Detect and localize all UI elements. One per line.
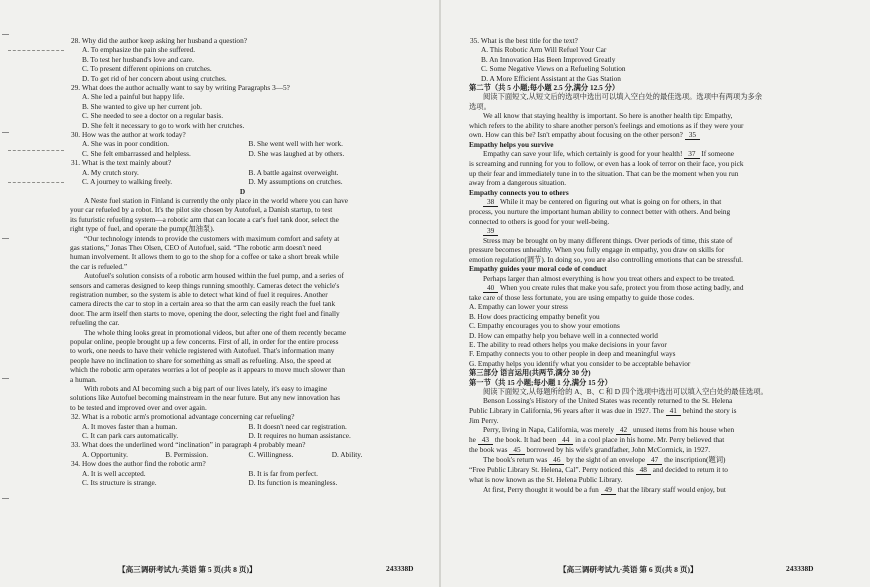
option: B. An Innovation Has Been Improved Greatly [481,54,616,64]
option-row [70,478,415,487]
text-run: the inscription(题词) [662,455,726,465]
text-line: Jim Perry. [469,415,499,425]
paragraph-start: “Our technology intends to provide the customers with maximum comfort and safety at [84,233,340,243]
question: 29. What does the author actually want to say by writing Paragraphs 3—5? [71,83,290,93]
paragraph-start: Benson Lossing's History of the United States was recently returned to the St. Helena [483,396,733,406]
option: F. Empathy connects you to other people in deep and meaningful ways [469,349,676,359]
option: G. Empathy helps you identify what you consider to be acceptable behavior [469,358,691,368]
text-run: Public Library in California, 96 years after it was due in 1927. The [469,405,666,415]
text-line-with-blank [469,149,853,159]
page-5-footer: 【高三调研考试九·英语 第 5 页(共 8 页)】 [118,565,257,574]
option: C. Empathy encourages you to show your emotions [469,321,620,331]
option: D. She was laughed at by others. [248,148,345,158]
page-fold [439,0,441,587]
page-6-code: 243338D [786,564,814,573]
option: E. The ability to read others helps you make decisions in your favor [469,339,667,349]
text-line-with-blank [469,283,853,293]
paragraph-start: Autofuel's solution consists of a robotic arm housed within the fuel pump, and a series of [84,271,344,281]
option: D. Ability. [331,449,363,459]
text-line-with-blank [469,455,853,465]
text-line-with-blank [469,425,853,435]
text-line: emotion regulation(调节). In doing so, you are also controlling emotions that can be stressful. [469,254,743,264]
option: C. She felt embarrassed and helpless. [82,148,191,158]
text-line: people have no inclination to share for something as small as refueling. Also, the speed at [70,355,332,365]
text-line: popular online, people brought up a few concerns. First of all, in order for the entire process [70,337,339,346]
text-line: right type of fuel, and operate the pump(加油泵). [70,224,215,234]
text-run: When you create rules that make you safe, protect you from those acting badly, and [498,282,744,292]
subheading: Empathy helps you survive [469,140,554,150]
option: A. It moves faster than a human. [82,421,178,431]
option: A. She was in poor condition. [82,139,169,149]
margin-tick [2,498,9,499]
text-line: what is now known as the St. Helena Public Library. [469,475,623,485]
option-row [70,422,415,431]
text-line: which the robotic arm operates worries a lot of people as it appears to move much slower than [70,365,345,375]
answer-blank: 44 [558,436,573,445]
text-line: away from a dangerous situation. [469,178,567,188]
answer-blank: 43 [478,436,493,445]
question: 34. How does the author find the robotic arm? [71,459,206,469]
option-row [70,431,415,440]
text-run: borrowed by his wife's grandfather, John McCormick, in 1927. [524,445,711,455]
text-run: While it may be centered on figuring out what is going on for others, in that [498,197,722,207]
option: A. Opportunity. [82,449,128,459]
subheading: Empathy guides your moral code of conduct [469,264,607,274]
answer-blank: 47 [647,456,662,465]
text-run: The book's return was [483,455,550,465]
option: B. It is far from perfect. [248,468,318,478]
paragraph-start: 阅读下面短文,从每题所给的 A、B、C 和 D 四个选项中选出可以填入空白处的最佳选项。 [483,387,768,396]
text-run: that the library staff would enjoy, but [615,484,726,494]
option: D. It requires no human assistance. [248,431,351,441]
text-run: the book was [469,445,510,455]
option: C. Willingness. [248,449,294,459]
option: C. To present different opinions on crutches. [82,64,212,74]
text-line: door. The arm itself then starts to move, opening the door, selecting the right fuel and finally [70,308,340,318]
text-line-with-blank [469,465,853,475]
text-run: At first, Perry thought it would be a fun [483,484,601,494]
text-run: and decided to return it to [650,465,728,475]
text-run: “Free Public Library St. Helena, Cal”. Perry noticed this [469,465,636,475]
section-heading: 第二节（共 5 小题;每小题 2.5 分,满分 12.5 分） [469,83,620,93]
page-6 [442,0,870,587]
answer-blank: 42 [616,426,631,435]
answer-blank: 35 [685,131,700,140]
paragraph-start: We all know that staying healthy is important. So here is another health tip: Empathy, [483,111,733,121]
section-heading: 第一节（共 15 小题;每小题 1 分,满分 15 分） [469,377,612,387]
text-line: take care of those less fortunate, you are using empathy to guide those codes. [469,292,695,302]
option: C. A journey to walking freely. [82,177,173,187]
text-run: Perry, living in Napa, California, was merely [483,425,616,435]
text-line: solutions like Autofuel becoming mainstream in the near future. But any new innovation has [70,393,340,403]
text-line-with-blank [469,445,853,455]
text-line: human involvement. It allows them to go to the shop for a coffee or take a short break while [70,252,339,262]
option-row [70,149,415,158]
cut-line [8,50,64,51]
paragraph-start: 阅读下面短文,从短文后的选项中选出可以填入空白处的最佳选项。选项中有两项为多余 [483,92,763,102]
answer-blank: 39 [483,227,498,236]
text-run: Empathy can save your life, which certainly is good for your health! [483,149,685,159]
text-line: to work, one needs to have their vehicle registered with Autofuel. That's information many [70,346,335,356]
margin-tick [2,378,9,379]
text-line: sensors and cameras designed to keep things running smoothly. Cameras detect the vehicle's [70,280,340,290]
option: D. How can empathy help you behave well in a connected world [469,330,658,340]
text-line: a human. [70,374,97,384]
margin-tick [2,34,9,35]
paragraph-start: Perhaps larger than almost everything is how you treat others and expect to be treated. [483,273,735,283]
option: C. Its structure is strange. [82,478,157,488]
text-line: to be tested and improved over and over again. [70,402,207,412]
option-row [70,177,415,186]
option-row [70,469,415,478]
option: B. To test her husband's love and care. [82,54,194,64]
option: A. It is well accepted. [82,468,146,478]
subheading: Empathy connects you to others [469,187,569,197]
option-row [70,139,415,148]
text-line: pressure becomes unhealthy. When you fully engage in empathy, you draw on skills for [469,245,725,255]
page-6-content [469,36,853,495]
text-line: up their fear and immediately tune in to the situation. That can be the moment when you run [469,168,739,178]
answer-blank: 49 [601,486,616,495]
text-run: in a cool place in his home. Mr. Perry believed that [573,435,725,445]
option: D. A More Efficient Assistant at the Gas Station [481,73,621,83]
option: B. How does practicing empathy benefit you [469,311,600,321]
option: C. She needed to see a doctor on a regular basis. [82,111,224,121]
option: A. To emphasize the pain she suffered. [82,45,196,55]
text-run: by the sight of an envelope [564,455,647,465]
text-line: refueling the car. [70,318,120,328]
option: D. Its function is meaningless. [248,478,338,488]
text-line-with-blank [469,130,853,140]
text-line-with-blank [469,435,853,445]
text-line: process, you nurture the important human ability to connect better with others. And being [469,207,731,217]
text-line: is screaming and running for you to follow, or even has a look of terror on their face, you pick [469,159,744,169]
question: 35. What is the best title for the text? [470,36,578,45]
page-6-footer: 【高三调研考试九·英语 第 6 页(共 8 页)】 [559,565,698,574]
option: D. My assumptions on crutches. [248,177,343,187]
text-run: If someone [699,149,734,159]
option: A. My crutch story. [82,167,139,177]
option: B. It doesn't need car registration. [248,421,347,431]
option: B. Permission. [165,449,209,459]
question: 28. Why did the author keep asking her husband a question? [71,36,247,45]
text-line-with-blank [469,406,853,416]
option: A. This Robotic Arm Will Refuel Your Car [481,45,607,55]
answer-blank: 46 [549,456,564,465]
text-line: the car is refueled.” [70,261,128,271]
text-run: own. How can this be? Isn't empathy about focusing on the other person? [469,130,685,140]
option: C. Some Negative Views on a Refueling Solution [481,64,626,74]
answer-blank: 38 [483,198,498,207]
text-line: gas stations,” Jonas Theı Olsen, CEO of Autofuel, said. “The robotic arm doesn't need [70,242,322,252]
option: C. It can park cars automatically. [82,431,179,441]
option: B. She wanted to give up her current job. [82,101,202,111]
text-line: camera directs the car to stop in a certain area so that the arm can easily reach the fuel tank [70,299,336,309]
question: 33. What does the underlined word “inclination” in paragraph 4 probably mean? [71,440,306,450]
passage-label: D [239,186,246,196]
text-run: the book. It had been [493,435,559,445]
text-run: he [469,435,478,445]
text-line: registration number, so the system is able to detect what kind of fuel it requires. Another [70,289,328,299]
text-line-with-blank [469,226,853,236]
text-line: connected to others is good for your well-being. [469,216,610,226]
option: B. A battle against overweight. [248,167,339,177]
option-row [70,168,415,177]
cut-line [8,182,64,183]
question: 32. What is a robotic arm's promotional advantage concerning car refueling? [71,412,295,422]
text-line-with-blank [469,485,853,495]
option: D. To get rid of her concern about using crutches. [82,73,227,83]
text-run: unused items from his house when [631,425,735,435]
paragraph-start: With robots and AI becoming such a big part of our lives lately, it's easy to imagine [84,384,328,394]
paragraph-start: A Neste fuel station in Finland is currently the only place in the world where you can have [84,195,349,205]
text-line: your car refueled by a robot. It's the pilot site chosen by Autofuel, a Danish startup, to test [70,205,333,215]
option-row [70,450,415,459]
option: A. She led a painful but happy life. [82,92,185,102]
option: D. She felt it necessary to go to work with her crutches. [82,120,245,130]
text-line: which refers to the ability to share another person's feelings and emotions as if they were your [469,120,744,130]
page-5-code: 243338D [386,564,414,573]
margin-tick [2,132,9,133]
text-line-with-blank [469,197,853,207]
answer-blank: 37 [684,150,699,159]
page-5-content [70,36,415,488]
answer-blank: 40 [483,284,498,293]
answer-blank: 48 [636,466,651,475]
text-run: behind the story is [680,405,737,415]
question: 31. What is the text mainly about? [71,158,172,168]
text-line: 选项。 [469,101,491,111]
text-line: its futuristic refueling system—a robotic arm that can locate a car's fuel tank door, select the [70,214,339,224]
paragraph-start: The whole thing looks great in promotional videos, but after one of them recently became [84,327,347,337]
answer-blank: 41 [666,407,681,416]
cut-line [8,150,64,151]
section-heading: 第三部分 语言运用(共两节,满分 30 分) [469,368,591,378]
answer-blank: 45 [509,446,524,455]
margin-tick [2,238,9,239]
option: B. She went well with her work. [248,139,343,149]
option: A. Empathy can lower your stress [469,302,568,312]
paragraph-start: Stress may be brought on by many different things. Over periods of time, this state of [483,235,733,245]
question: 30. How was the author at work today? [71,130,186,140]
